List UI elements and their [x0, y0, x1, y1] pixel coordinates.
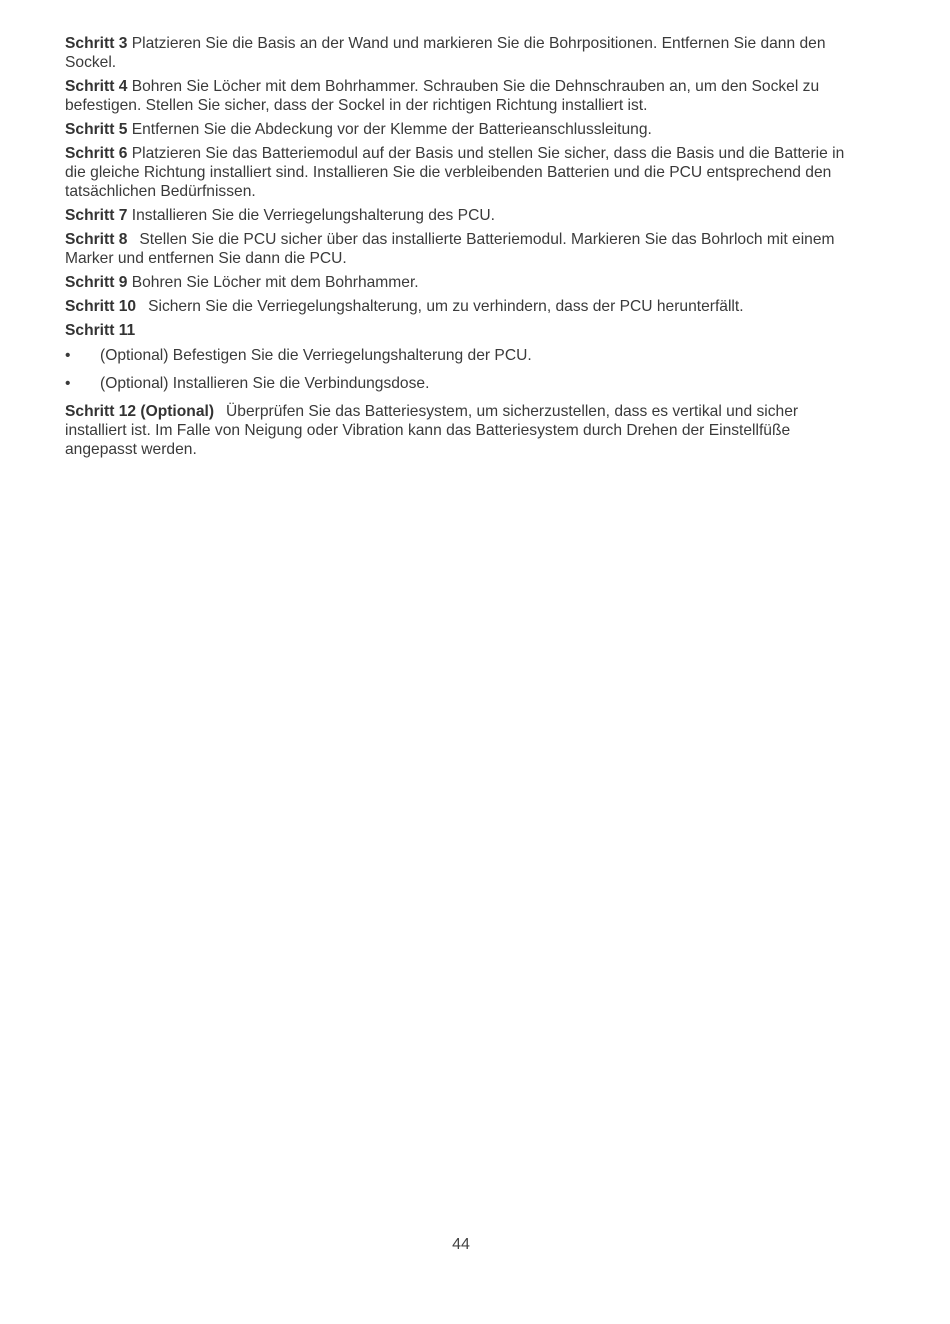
- step-11: [65, 321, 855, 340]
- step-8: [65, 230, 855, 268]
- bullet-icon: •: [65, 347, 71, 364]
- step-5-text: Entfernen Sie die Abdeckung vor der Klemme der Batterieanschlussleitung.: [131, 121, 652, 138]
- step-3-text: Platzieren Sie die Basis an der Wand und markieren Sie die Bohrpositionen. Entfernen Sie dann den Sockel.: [65, 35, 826, 71]
- step-12-label: Schritt 12 (Optional): [65, 403, 215, 420]
- step-8-text: Stellen Sie die PCU sicher über das installierte Batteriemodul. Markieren Sie das Bohrloch mit einem Marker und entfernen Sie dann die PCU.: [65, 231, 835, 267]
- step-7-text: Installieren Sie die Verriegelungshalterung des PCU.: [131, 207, 495, 224]
- step-11-label: Schritt 11: [65, 322, 136, 339]
- step-6-label: Schritt 6: [65, 145, 128, 162]
- step-11-bullet-list: [65, 346, 855, 393]
- step-4-text: Bohren Sie Löcher mit dem Bohrhammer. Schrauben Sie die Dehnschrauben an, um den Sockel zu befestigen. Stellen Sie sicher, dass der Sockel in der richtigen Richtung installiert ist.: [65, 78, 820, 114]
- step-7-label: Schritt 7: [65, 207, 128, 224]
- step-9-text: Bohren Sie Löcher mit dem Bohrhammer.: [131, 274, 419, 291]
- step-4: [65, 77, 855, 115]
- step-3-label: Schritt 3: [65, 35, 128, 52]
- page-number: 44: [452, 1236, 470, 1253]
- step-9-label: Schritt 9: [65, 274, 128, 291]
- bullet-text: (Optional) Befestigen Sie die Verriegelungshalterung der PCU.: [100, 347, 532, 364]
- step-4-label: Schritt 4: [65, 78, 128, 95]
- step-7: [65, 206, 855, 225]
- document-body: [65, 34, 855, 464]
- list-item: [65, 374, 855, 393]
- step-6-text: Platzieren Sie das Batteriemodul auf der Basis und stellen Sie sicher, dass die Basis und die Batterie in die gleiche Richtung installiert sind. Installieren Sie die verbleibenden Batterien und die PCU entsprechend den tatsächlichen Bedürfnissen.: [65, 145, 845, 200]
- step-5: [65, 120, 855, 139]
- list-item: [65, 346, 855, 365]
- step-12: [65, 402, 855, 459]
- bullet-text: (Optional) Installieren Sie die Verbindungsdose.: [100, 375, 430, 392]
- step-10: [65, 297, 855, 316]
- bullet-icon: •: [65, 375, 71, 392]
- step-8-label: Schritt 8: [65, 231, 128, 248]
- step-9: [65, 273, 855, 292]
- step-10-text: Sichern Sie die Verriegelungshalterung, um zu verhindern, dass der PCU herunterfällt.: [148, 298, 744, 315]
- step-3: [65, 34, 855, 72]
- step-5-label: Schritt 5: [65, 121, 128, 138]
- step-12-text: Überprüfen Sie das Batteriesystem, um sicherzustellen, dass es vertikal und sicher installiert ist. Im Falle von Neigung oder Vibration kann das Batteriesystem durch Drehen der Einstellfüße angepasst werden.: [65, 403, 799, 458]
- step-10-label: Schritt 10: [65, 298, 137, 315]
- step-6: [65, 144, 855, 201]
